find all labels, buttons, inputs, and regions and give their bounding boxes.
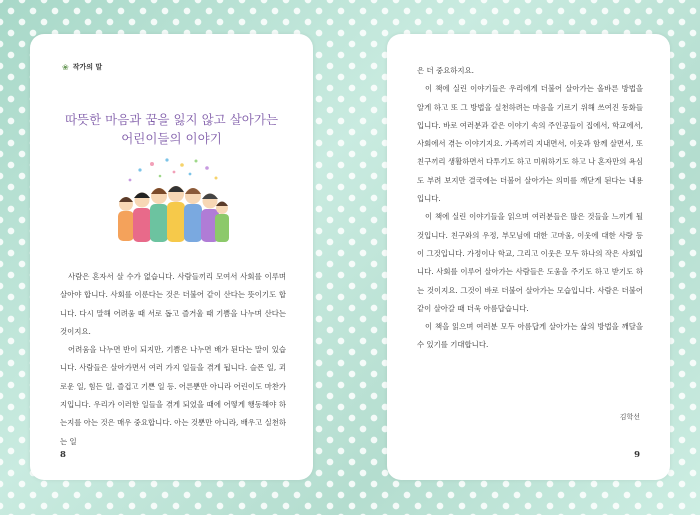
author-signature: 김학선 <box>619 413 640 421</box>
paragraph: 사람은 혼자서 살 수가 없습니다. 사람들끼리 모여서 사회를 이루며 살아야 합니다. 사회를 이룬다는 것은 더불어 같이 산다는 뜻이기도 합니다. 다시 말해 어려움 때 서로 돕고 즐거울 때 기쁨을 나누며 산다는 것이지요. <box>60 272 286 336</box>
children-group-illustration <box>112 156 230 248</box>
flower-icon: ❀ <box>62 62 69 72</box>
right-body-text <box>417 62 643 355</box>
right-page <box>387 34 670 480</box>
page-number: 9 <box>634 450 640 460</box>
left-body-text <box>60 268 286 451</box>
section-label-text: 작가의 말 <box>72 63 103 71</box>
title-line-2: 어린이들의 이야기 <box>121 131 222 146</box>
paragraph: 이 책에 실린 이야기들은 우리에게 더불어 살아가는 올바른 방법을 알게 하고 또 그 방법을 실천하려는 마음을 기르기 위해 쓰여진 동화들입니다. 바로 여러분과 같은 이야기 속의 주인공들이 집에서, 학교에서, 사회에서 겪는 이야기지요. 가족끼리 지내면서, 이웃과 함께 살면서, 또 친구끼리 생활하면서 다투기도 하고 미워하기도 하고 나 혼자만의 욕심도 부려 보지만 결국에는 더불어 살아가는 의미를 깨닫게 된다는 내용입니다. <box>417 84 643 204</box>
page-title <box>30 110 313 148</box>
paragraph: 어려움을 나누면 반이 되지만, 기쁨은 나누면 배가 된다는 말이 있습니다. 사람들은 살아가면서 여러 가지 일들을 겪게 됩니다. 슬픈 일, 괴로운 일, 힘든 일, 즐겁고 기쁜 일 등. 어른뿐만 아니라 어린이도 마찬가지입니다. 우리가 이러한 일들을 겪게 되었을 때에 어떻게 행동해야 하는지를 아는 것은 매우 중요합니다. 아는 것뿐만 아니라, 배우고 실천하는 일 <box>60 345 286 446</box>
title-line-1: 따뜻한 마음과 꿈을 잃지 않고 살아가는 <box>64 112 279 127</box>
left-page <box>30 34 313 480</box>
paragraph: 이 책을 읽으며 여러분 모두 아름답게 살아가는 삶의 방법을 깨달을 수 있기를 기대합니다. <box>417 322 643 350</box>
paragraph: 은 더 중요하지요. <box>417 66 475 75</box>
paragraph: 이 책에 실린 이야기들을 읽으며 여러분들은 많은 것들을 느끼게 될 것입니다. 친구와의 우정, 부모님에 대한 고마움, 이웃에 대한 사랑 등이 그것입니다. 가정이나 학교, 그리고 이웃은 모두 하나의 작은 사회입니다. 사회를 이루어 살아가는 사람들은 도움을 주기도 하고 받기도 하는 것이지요. 그것이 바로 더불어 살아가는 모습입니다. 사람은 더불어 같이 살아갈 때 더욱 아름답습니다. <box>417 212 643 313</box>
page-number: 8 <box>60 450 66 460</box>
section-label <box>62 62 102 72</box>
